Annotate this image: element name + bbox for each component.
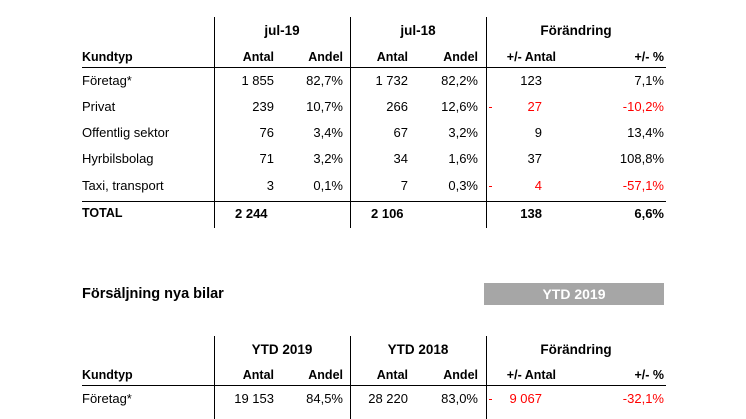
section-title: Försäljning nya bilar <box>82 286 224 302</box>
column-header-diff: +/- Antal <box>506 50 556 64</box>
total-antal-2: 2 106 <box>371 206 404 221</box>
row-andel-2: 1,6% <box>448 151 478 166</box>
group-header-ytd2018: YTD 2018 <box>387 342 449 357</box>
row-andel-1: 3,4% <box>313 125 343 140</box>
row-diff: 123 <box>520 73 542 88</box>
row-antal-2: 67 <box>393 125 408 140</box>
row-kundtyp: Hyrbilsbolag <box>82 151 154 166</box>
total-label: TOTAL <box>82 206 123 220</box>
column-divider <box>486 17 487 228</box>
column-header-pct: +/- % <box>634 50 664 64</box>
header-rule <box>82 67 666 68</box>
row-kundtyp: Privat <box>82 99 116 114</box>
group-header-change: Förändring <box>540 342 612 357</box>
header-rule <box>82 385 666 386</box>
column-header-andel-2: Andel <box>443 50 478 64</box>
column-header-diff: +/- Antal <box>506 368 556 382</box>
row-andel-1: 0,1% <box>313 178 343 193</box>
column-divider <box>214 17 215 228</box>
row-antal-2: 1 732 <box>375 73 408 88</box>
group-header-jul18: jul-18 <box>400 23 436 38</box>
group-header-jul19: jul-19 <box>264 23 300 38</box>
column-header-antal-1: Antal <box>242 50 274 64</box>
column-header-kundtyp: Kundtyp <box>82 368 133 382</box>
total-diff: 138 <box>520 206 542 221</box>
row-kundtyp: Företag* <box>82 391 132 406</box>
row-andel-2: 82,2% <box>441 73 478 88</box>
row-antal-1: 3 <box>266 178 274 193</box>
row-diff: 9 <box>534 125 542 140</box>
total-rule <box>82 201 666 202</box>
row-antal-1: 19 153 <box>234 391 274 406</box>
row-kundtyp: Offentlig sektor <box>82 125 170 140</box>
column-header-kundtyp: Kundtyp <box>82 50 133 64</box>
row-kundtyp: Taxi, transport <box>82 178 164 193</box>
row-andel-2: 12,6% <box>441 99 478 114</box>
row-antal-2: 7 <box>400 178 408 193</box>
total-antal-1: 2 244 <box>235 206 268 221</box>
column-header-andel-2: Andel <box>443 368 478 382</box>
row-pct: -57,1% <box>622 178 664 193</box>
row-diff: 37 <box>527 151 542 166</box>
group-header-ytd2019: YTD 2019 <box>251 342 313 357</box>
row-antal-1: 76 <box>259 125 274 140</box>
row-pct: 108,8% <box>619 151 664 166</box>
row-pct: -10,2% <box>622 99 664 114</box>
group-header-change: Förändring <box>540 23 612 38</box>
row-andel-2: 0,3% <box>448 178 478 193</box>
row-antal-1: 1 855 <box>241 73 274 88</box>
column-header-andel-1: Andel <box>308 50 343 64</box>
row-andel-1: 84,5% <box>306 391 343 406</box>
row-diff: 9 067 <box>509 391 542 406</box>
row-andel-2: 3,2% <box>448 125 478 140</box>
column-header-pct: +/- % <box>634 368 664 382</box>
row-pct: -32,1% <box>622 391 664 406</box>
row-andel-1: 3,2% <box>313 151 343 166</box>
row-antal-2: 34 <box>393 151 408 166</box>
row-diff: 27 <box>527 99 542 114</box>
column-header-antal-2: Antal <box>376 50 408 64</box>
row-antal-1: 239 <box>252 99 274 114</box>
column-header-andel-1: Andel <box>308 368 343 382</box>
row-diff: 4 <box>534 178 542 193</box>
row-antal-2: 28 220 <box>368 391 408 406</box>
row-andel-2: 83,0% <box>441 391 478 406</box>
column-header-antal-1: Antal <box>242 368 274 382</box>
column-divider <box>214 336 215 419</box>
column-divider <box>350 336 351 419</box>
period-badge: YTD 2019 <box>484 283 664 305</box>
row-antal-1: 71 <box>259 151 274 166</box>
row-andel-1: 82,7% <box>306 73 343 88</box>
row-pct: 13,4% <box>627 125 664 140</box>
row-andel-1: 10,7% <box>306 99 343 114</box>
column-divider <box>486 336 487 419</box>
row-pct: 7,1% <box>634 73 664 88</box>
row-kundtyp: Företag* <box>82 73 132 88</box>
column-header-antal-2: Antal <box>376 368 408 382</box>
row-antal-2: 266 <box>386 99 408 114</box>
column-divider <box>350 17 351 228</box>
total-pct: 6,6% <box>634 206 664 221</box>
